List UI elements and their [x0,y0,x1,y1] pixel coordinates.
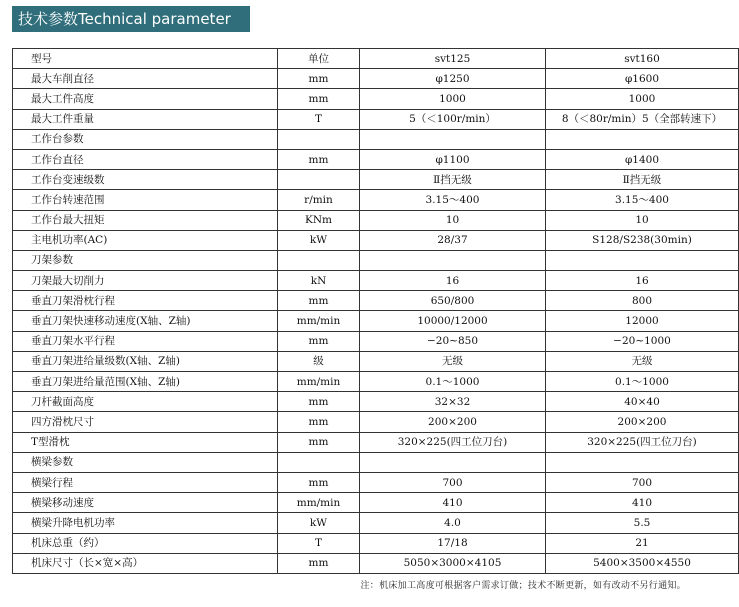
table-row [13,210,739,230]
svt125-value-cell: 4.0 [360,513,546,533]
svt160-value-cell [546,250,739,270]
unit-cell: kN [278,271,360,291]
unit-cell [278,129,360,149]
table-row [13,190,739,210]
table-row [13,472,739,492]
svt160-value-cell: 0.1～1000 [546,372,739,392]
svt125-value-cell: 320×225(四工位刀台) [360,432,546,452]
svt160-value-cell: −20∼1000 [546,331,739,351]
table-row [13,230,739,250]
param-name-cell: 最大车削直径 [13,69,278,89]
table-header-row [13,49,739,69]
svt125-value-cell: 3.15～400 [360,190,546,210]
param-name-cell: 机床总重（约） [13,533,278,553]
svt125-value-cell: 410 [360,493,546,513]
svt125-value-cell [360,129,546,149]
table-row [13,170,739,190]
table-row [13,149,739,169]
svt160-value-cell: 700 [546,472,739,492]
svt125-value-cell: −20∼850 [360,331,546,351]
table-row [13,311,739,331]
svt160-value-cell: 21 [546,533,739,553]
table-row [13,250,739,270]
table-row [13,351,739,371]
svt160-value-cell: 10 [546,210,739,230]
unit-cell: mm/min [278,311,360,331]
unit-cell: mm [278,392,360,412]
svt125-value-cell: 200×200 [360,412,546,432]
svt125-value-cell: 17/18 [360,533,546,553]
svt160-value-cell: svt160 [546,49,739,69]
spec-table [12,48,739,574]
svt160-value-cell: φ1400 [546,149,739,169]
svt160-value-cell: Ⅱ挡无级 [546,170,739,190]
unit-cell [278,170,360,190]
svt125-value-cell [360,250,546,270]
svt125-value-cell: Ⅱ挡无级 [360,170,546,190]
svt160-value-cell: S128/S238(30min) [546,230,739,250]
unit-cell: mm [278,472,360,492]
svt125-value-cell: 10 [360,210,546,230]
svt125-value-cell: φ1250 [360,69,546,89]
svt125-value-cell: 28/37 [360,230,546,250]
svt160-value-cell [546,452,739,472]
svt125-value-cell [360,452,546,472]
param-name-cell: 横梁升降电机功率 [13,513,278,533]
table-row [13,291,739,311]
table-row [13,513,739,533]
unit-cell: mm/min [278,493,360,513]
svt125-value-cell: 0.1～1000 [360,372,546,392]
svt125-value-cell: svt125 [360,49,546,69]
svt125-value-cell: 700 [360,472,546,492]
param-name-cell: T型滑枕 [13,432,278,452]
param-name-cell: 工作台最大扭矩 [13,210,278,230]
unit-cell: mm [278,69,360,89]
table-row [13,432,739,452]
param-name-cell: 垂直刀架水平行程 [13,331,278,351]
svt125-value-cell: 16 [360,271,546,291]
table-row [13,372,739,392]
svt160-value-cell: 320×225(四工位刀台) [546,432,739,452]
unit-cell [278,250,360,270]
svt160-value-cell: 1000 [546,89,739,109]
svt160-value-cell: 40×40 [546,392,739,412]
table-row [13,392,739,412]
param-name-cell: 垂直刀架滑枕行程 [13,291,278,311]
unit-cell: r/min [278,190,360,210]
svt125-value-cell: 650/800 [360,291,546,311]
param-name-cell: 机床尺寸（长×宽×高） [13,553,278,573]
param-name-cell: 型号 [13,49,278,69]
unit-cell: 单位 [278,49,360,69]
param-name-cell: 工作台直径 [13,149,278,169]
svt160-value-cell: φ1600 [546,69,739,89]
unit-cell: mm [278,149,360,169]
spec-table-body [13,49,739,574]
unit-cell: T [278,109,360,129]
svt160-value-cell: 3.15～400 [546,190,739,210]
table-row [13,331,739,351]
param-name-cell: 工作台转速范围 [13,190,278,210]
svt125-value-cell: 5（＜100r/min） [360,109,546,129]
table-row [13,69,739,89]
svt160-value-cell: 410 [546,493,739,513]
param-name-cell: 刀杆截面高度 [13,392,278,412]
param-name-cell: 主电机功率(AC) [13,230,278,250]
param-name-cell: 横梁参数 [13,452,278,472]
param-name-cell: 四方滑枕尺寸 [13,412,278,432]
unit-cell: 级 [278,351,360,371]
section-title: 技术参数Technical parameter [12,6,250,32]
table-row [13,109,739,129]
unit-cell: kW [278,230,360,250]
svt160-value-cell: 800 [546,291,739,311]
param-name-cell: 垂直刀架快速移动速度(X轴、Z轴) [13,311,278,331]
svt125-value-cell: 32×32 [360,392,546,412]
unit-cell: mm [278,291,360,311]
footnote: 注：机床加工高度可根据客户需求订做；技术不断更新，如有改动不另行通知。 [360,581,686,591]
svt125-value-cell: 10000/12000 [360,311,546,331]
param-name-cell: 刀架参数 [13,250,278,270]
table-row [13,412,739,432]
table-row [13,493,739,513]
unit-cell: mm/min [278,372,360,392]
param-name-cell: 刀架最大切削力 [13,271,278,291]
svt125-value-cell: 1000 [360,89,546,109]
unit-cell: kW [278,513,360,533]
param-name-cell: 工作台变速级数 [13,170,278,190]
svt160-value-cell: 200×200 [546,412,739,432]
param-name-cell: 横梁行程 [13,472,278,492]
param-name-cell: 最大工件高度 [13,89,278,109]
param-name-cell: 垂直刀架进给量范围(X轴、Z轴) [13,372,278,392]
param-name-cell: 最大工件重量 [13,109,278,129]
svt160-value-cell: 16 [546,271,739,291]
unit-cell [278,452,360,472]
param-name-cell: 工作台参数 [13,129,278,149]
unit-cell: T [278,533,360,553]
param-name-cell: 横梁移动速度 [13,493,278,513]
table-row [13,452,739,472]
table-row [13,271,739,291]
unit-cell: mm [278,412,360,432]
table-row [13,553,739,573]
unit-cell: KNm [278,210,360,230]
svt160-value-cell: 8（＜80r/min）5（全部转速下） [546,109,739,129]
svt125-value-cell: φ1100 [360,149,546,169]
svt125-value-cell: 无级 [360,351,546,371]
unit-cell: mm [278,553,360,573]
param-name-cell: 垂直刀架进给量级数(X轴、Z轴) [13,351,278,371]
svt160-value-cell: 5400×3500×4550 [546,553,739,573]
svt125-value-cell: 5050×3000×4105 [360,553,546,573]
table-row [13,89,739,109]
svt160-value-cell [546,129,739,149]
svt160-value-cell: 无级 [546,351,739,371]
unit-cell: mm [278,331,360,351]
svt160-value-cell: 5.5 [546,513,739,533]
svt160-value-cell: 12000 [546,311,739,331]
unit-cell: mm [278,89,360,109]
table-row [13,129,739,149]
table-row [13,533,739,553]
unit-cell: mm [278,432,360,452]
